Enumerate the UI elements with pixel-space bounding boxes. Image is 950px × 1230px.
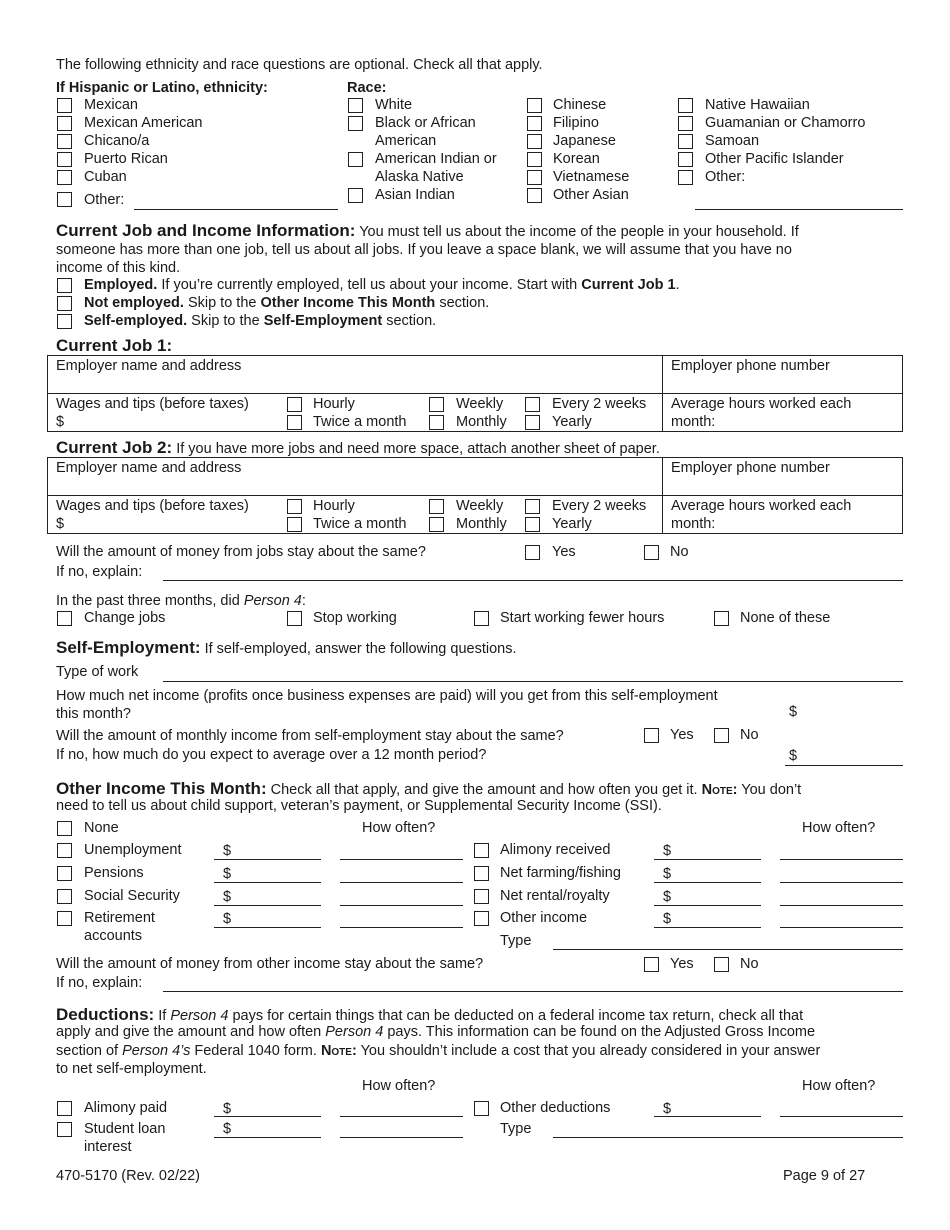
student-loan-checkbox[interactable]: [57, 1122, 72, 1137]
job2-avg-label: Average hours worked each: [671, 498, 852, 514]
stop-working-label: Stop working: [313, 610, 397, 626]
jobs-same-no-checkbox[interactable]: [644, 545, 659, 560]
past-three-person: Person 4: [243, 593, 302, 609]
not-employed-option: [84, 295, 489, 313]
net-rental-dollar: $: [663, 889, 672, 905]
japanese-checkbox[interactable]: [527, 134, 542, 149]
job1-weekly-label: Weekly: [456, 396, 504, 412]
social-security-how-often-field[interactable]: [340, 905, 463, 906]
other-deductions-amount-field[interactable]: [654, 1116, 761, 1117]
job2-col-divider: [662, 457, 663, 534]
job1-monthly-checkbox[interactable]: [429, 415, 444, 430]
job1-weekly-checkbox[interactable]: [429, 397, 444, 412]
other-deductions-dollar: $: [663, 1101, 672, 1117]
deductions-t2b: pays. This information can be found on the Adjusted Gross Income: [387, 1024, 816, 1040]
alimony-paid-checkbox[interactable]: [57, 1101, 72, 1116]
net-farming-amount-field[interactable]: [654, 882, 761, 883]
self-same-question: Will the amount of monthly income from self-employment stay about the same?: [56, 728, 564, 744]
self-average-question: If no, how much do you expect to average over a 12 month period?: [56, 747, 487, 763]
net-farming-how-often-field[interactable]: [780, 882, 903, 883]
other-explain-field[interactable]: [163, 991, 903, 992]
job1-twice-label: Twice a month: [313, 414, 407, 430]
net-farming-checkbox[interactable]: [474, 866, 489, 881]
samoan-label: Samoan: [705, 133, 760, 149]
deductions-how-often-left: How often?: [362, 1078, 436, 1094]
past-three-colon: :: [301, 593, 306, 609]
job2-hourly-label: Hourly: [313, 498, 355, 514]
jobs-same-yes-checkbox[interactable]: [525, 545, 540, 560]
net-income-dollar: $: [789, 704, 798, 720]
job2-every2-checkbox[interactable]: [525, 499, 540, 514]
job-info-text3: income of this kind.: [56, 260, 181, 276]
none-of-these-label: None of these: [740, 610, 831, 626]
asian-indian-checkbox[interactable]: [348, 188, 363, 203]
job1-col-divider: [662, 355, 663, 432]
mexican-checkbox[interactable]: [57, 98, 72, 113]
other-income-text1: Check all that apply, and give the amount and how often you get it.: [270, 782, 698, 798]
change-jobs-label: Change jobs: [84, 610, 166, 626]
other-same-question: Will the amount of money from other income stay about the same?: [56, 956, 484, 972]
student-loan-label-line2: interest: [84, 1139, 132, 1155]
alimony-received-dollar: $: [663, 843, 672, 859]
job1-hourly-checkbox[interactable]: [287, 397, 302, 412]
employed-option: Employed. If you’re currently employed, tell us about your income. Start with Current Job 1.: [84, 277, 680, 293]
pensions-how-often-field[interactable]: [340, 882, 463, 883]
deductions-t2a: apply and give the amount and how often: [56, 1024, 322, 1040]
self-employed-option: [84, 313, 436, 331]
employed-text: If you’re currently employed, tell us about your income. Start with: [161, 277, 578, 293]
not-employed-bold2: Other Income This Month: [260, 295, 436, 311]
job1-every2-checkbox[interactable]: [525, 397, 540, 412]
other-asian-checkbox[interactable]: [527, 188, 542, 203]
korean-checkbox[interactable]: [527, 152, 542, 167]
job-info-title: Current Job and Income Information:: [56, 221, 356, 240]
black-checkbox[interactable]: [348, 116, 363, 131]
other-income-type-field[interactable]: [553, 949, 903, 950]
deductions-line4: to net self-employment.: [56, 1061, 207, 1077]
job1-yearly-label: Yearly: [552, 414, 592, 430]
deductions-line1: [56, 1005, 803, 1026]
job-info-text1: You must tell us about the income of the people in your household. If: [359, 224, 799, 240]
job-info-text2: someone has more than one job, tell us about all jobs. If you leave a space blank, we will assume that you have no: [56, 242, 792, 258]
vietnamese-label: Vietnamese: [553, 169, 630, 185]
alimony-received-label: Alimony received: [500, 842, 611, 858]
native-hawaiian-label: Native Hawaiian: [705, 97, 810, 113]
ethnicity-other-checkbox[interactable]: [57, 192, 72, 207]
job1-hourly-label: Hourly: [313, 396, 355, 412]
other-income-checkbox[interactable]: [474, 911, 489, 926]
self-employed-bold2: Self-Employment: [263, 313, 383, 329]
other-deductions-type-field[interactable]: [553, 1137, 903, 1138]
deductions-line2: [56, 1024, 815, 1042]
job2-dollar: $: [56, 516, 65, 532]
how-often-left-header: How often?: [362, 820, 436, 836]
job2-weekly-label: Weekly: [456, 498, 504, 514]
job2-wages-label: Wages and tips (before taxes): [56, 498, 249, 514]
none-of-these-checkbox[interactable]: [714, 611, 729, 626]
ethnicity-other-label: Other:: [84, 192, 125, 208]
other-same-no-label: No: [740, 956, 759, 972]
other-pacific-checkbox[interactable]: [678, 152, 693, 167]
jobs-explain-label: If no, explain:: [56, 564, 143, 580]
self-employed-text: Skip to the: [191, 313, 260, 329]
other-income-heading: [56, 779, 801, 800]
net-rental-label: Net rental/royalty: [500, 888, 610, 904]
alimony-paid-amount-field[interactable]: [214, 1116, 321, 1117]
deductions-t1b: pays for certain things that can be deducted on a federal income tax return, check all that: [232, 1008, 804, 1024]
alimony-received-how-often-field[interactable]: [780, 859, 903, 860]
mexican-american-label: Mexican American: [84, 115, 203, 131]
unemployment-amount-field[interactable]: [214, 859, 321, 860]
white-label: White: [375, 97, 413, 113]
chinese-checkbox[interactable]: [527, 98, 542, 113]
employed-bold: Employed.: [84, 277, 158, 293]
alimony-paid-how-often-field[interactable]: [340, 1116, 463, 1117]
job2-twice-label: Twice a month: [313, 516, 407, 532]
job1-avg-label2: month:: [671, 414, 716, 430]
student-loan-amount-field[interactable]: [214, 1137, 321, 1138]
other-asian-label: Other Asian: [553, 187, 629, 203]
net-rental-how-often-field[interactable]: [780, 905, 903, 906]
chinese-label: Chinese: [553, 97, 607, 113]
american-indian-checkbox[interactable]: [348, 152, 363, 167]
other-deductions-type-label: Type: [500, 1121, 532, 1137]
student-loan-how-often-field[interactable]: [340, 1137, 463, 1138]
jobs-same-no-label: No: [670, 544, 689, 560]
white-checkbox[interactable]: [348, 98, 363, 113]
job2-every2-label: Every 2 weeks: [552, 498, 647, 514]
self-employed-bold: Self-employed.: [84, 313, 188, 329]
other-income-amount-field[interactable]: [654, 927, 761, 928]
self-employment-subtitle: If self-employed, answer the following questions.: [204, 641, 517, 657]
ethnicity-header: If Hispanic or Latino, ethnicity:: [56, 80, 268, 96]
job2-monthly-checkbox[interactable]: [429, 517, 444, 532]
job1-twice-checkbox[interactable]: [287, 415, 302, 430]
jobs-explain-field[interactable]: [163, 580, 903, 581]
other-income-title: Other Income This Month:: [56, 779, 267, 798]
net-farming-label: Net farming/fishing: [500, 865, 621, 881]
other-deductions-how-often-field[interactable]: [780, 1116, 903, 1117]
black-label: Black or African: [375, 115, 476, 131]
asian-indian-label: Asian Indian: [375, 187, 455, 203]
korean-label: Korean: [553, 151, 600, 167]
social-security-dollar: $: [223, 889, 232, 905]
deductions-t3a: section of: [56, 1043, 119, 1059]
fewer-hours-checkbox[interactable]: [474, 611, 489, 626]
ethnicity-intro: The following ethnicity and race questions are optional. Check all that apply.: [56, 57, 543, 73]
job2-yearly-label: Yearly: [552, 516, 592, 532]
other-income-label: Other income: [500, 910, 588, 926]
deductions-t1a: If: [158, 1008, 167, 1024]
how-often-right-header: How often?: [802, 820, 876, 836]
job1-dollar: $: [56, 414, 65, 430]
race-header: Race:: [347, 80, 387, 96]
job2-avg-label2: month:: [671, 516, 716, 532]
job2-yearly-checkbox[interactable]: [525, 517, 540, 532]
mexican-american-checkbox[interactable]: [57, 116, 72, 131]
alimony-received-checkbox[interactable]: [474, 843, 489, 858]
retirement-label-line2: accounts: [84, 928, 143, 944]
not-employed-checkbox[interactable]: [57, 296, 72, 311]
deductions-note: Note:: [320, 1043, 357, 1059]
self-same-no-checkbox[interactable]: [714, 728, 729, 743]
student-loan-label: Student loan: [84, 1121, 166, 1137]
job2-monthly-label: Monthly: [456, 516, 507, 532]
chicano-checkbox[interactable]: [57, 134, 72, 149]
past-three-question: [56, 593, 306, 611]
not-employed-text2: section.: [439, 295, 490, 311]
job1-avg-label: Average hours worked each: [671, 396, 852, 412]
deductions-t3c: You shouldn’t include a cost that you already considered in your answer: [360, 1043, 821, 1059]
other-explain-label: If no, explain:: [56, 975, 143, 991]
self-employed-checkbox[interactable]: [57, 314, 72, 329]
other-pacific-label: Other Pacific Islander: [705, 151, 844, 167]
japanese-label: Japanese: [553, 133, 616, 149]
american-indian-label: American Indian or: [375, 151, 497, 167]
job1-phone-label: Employer phone number: [671, 358, 830, 374]
job2-phone-label: Employer phone number: [671, 460, 830, 476]
other-deductions-checkbox[interactable]: [474, 1101, 489, 1116]
self-employment-title: Self-Employment:: [56, 638, 201, 657]
black-label-line2: American: [375, 133, 437, 149]
self-employed-text2: section.: [386, 313, 437, 329]
pensions-amount-field[interactable]: [214, 882, 321, 883]
unemployment-label: Unemployment: [84, 842, 182, 858]
self-average-dollar: $: [789, 748, 798, 764]
retirement-dollar: $: [223, 911, 232, 927]
self-same-yes-label: Yes: [670, 727, 694, 743]
job2-row-divider: [47, 495, 903, 496]
deductions-person-2: Person 4: [325, 1024, 384, 1040]
job1-title: Current Job 1:: [56, 336, 173, 355]
past-three-text: In the past three months, did: [56, 593, 240, 609]
social-security-label: Social Security: [84, 888, 180, 904]
job2-subtitle: If you have more jobs and need more space, attach another sheet of paper.: [176, 441, 660, 457]
other-income-text3: need to tell us about child support, veteran’s payment, or Supplemental Security Income (SSI).: [56, 798, 662, 814]
other-same-yes-checkbox[interactable]: [644, 957, 659, 972]
social-security-amount-field[interactable]: [214, 905, 321, 906]
pensions-label: Pensions: [84, 865, 144, 881]
vietnamese-checkbox[interactable]: [527, 170, 542, 185]
stop-working-checkbox[interactable]: [287, 611, 302, 626]
job1-every2-label: Every 2 weeks: [552, 396, 647, 412]
samoan-checkbox[interactable]: [678, 134, 693, 149]
not-employed-bold: Not employed.: [84, 295, 184, 311]
job1-row-divider: [47, 393, 903, 394]
none-income-label: None: [84, 820, 119, 836]
race-other-label: Other:: [705, 169, 746, 185]
chicano-label: Chicano/a: [84, 133, 150, 149]
job1-yearly-checkbox[interactable]: [525, 415, 540, 430]
unemployment-checkbox[interactable]: [57, 843, 72, 858]
page-number: Page 9 of 27: [783, 1168, 866, 1184]
other-deductions-label: Other deductions: [500, 1100, 611, 1116]
net-rental-amount-field[interactable]: [654, 905, 761, 906]
job2-title: Current Job 2:: [56, 438, 173, 457]
other-income-how-often-field[interactable]: [780, 927, 903, 928]
unemployment-dollar: $: [223, 843, 232, 859]
job2-twice-checkbox[interactable]: [287, 517, 302, 532]
retirement-amount-field[interactable]: [214, 927, 321, 928]
net-income-question-line2: this month?: [56, 706, 131, 722]
self-employment-heading: [56, 638, 516, 659]
change-jobs-checkbox[interactable]: [57, 611, 72, 626]
alimony-received-amount-field[interactable]: [654, 859, 761, 860]
not-employed-text: Skip to the: [187, 295, 257, 311]
job2-heading: [56, 438, 660, 459]
employed-checkbox[interactable]: [57, 278, 72, 293]
job1-employer-label: Employer name and address: [56, 358, 242, 374]
alimony-paid-label: Alimony paid: [84, 1100, 168, 1116]
deductions-title: Deductions:: [56, 1005, 155, 1024]
pensions-checkbox[interactable]: [57, 866, 72, 881]
alimony-paid-dollar: $: [223, 1101, 232, 1117]
retirement-how-often-field[interactable]: [340, 927, 463, 928]
student-loan-dollar: $: [223, 1121, 232, 1137]
net-income-question: How much net income (profits once business expenses are paid) will you get from this self-employment: [56, 688, 718, 704]
retirement-label: Retirement: [84, 910, 155, 926]
job2-employer-label: Employer name and address: [56, 460, 242, 476]
filipino-checkbox[interactable]: [527, 116, 542, 131]
deductions-t3b: Federal 1040 form.: [194, 1043, 317, 1059]
job1-wages-label: Wages and tips (before taxes): [56, 396, 249, 412]
other-income-type-label: Type: [500, 933, 532, 949]
jobs-same-yes-label: Yes: [552, 544, 576, 560]
other-income-note: Note:: [701, 782, 738, 798]
jobs-same-question: Will the amount of money from jobs stay about the same?: [56, 544, 426, 560]
native-hawaiian-checkbox[interactable]: [678, 98, 693, 113]
unemployment-how-often-field[interactable]: [340, 859, 463, 860]
retirement-checkbox[interactable]: [57, 911, 72, 926]
race-other-checkbox[interactable]: [678, 170, 693, 185]
other-income-text2: You don’t: [741, 782, 802, 798]
other-same-yes-label: Yes: [670, 956, 694, 972]
net-rental-checkbox[interactable]: [474, 889, 489, 904]
job2-hourly-checkbox[interactable]: [287, 499, 302, 514]
self-same-yes-checkbox[interactable]: [644, 728, 659, 743]
deductions-how-often-right: How often?: [802, 1078, 876, 1094]
type-of-work-label: Type of work: [56, 664, 139, 680]
type-of-work-field[interactable]: [163, 681, 903, 682]
ethnicity-other-field[interactable]: [134, 209, 338, 210]
job-info-line1: [56, 221, 799, 242]
deductions-person-3: Person 4’s: [122, 1043, 191, 1059]
american-indian-label-line2: Alaska Native: [375, 169, 464, 185]
social-security-checkbox[interactable]: [57, 889, 72, 904]
filipino-label: Filipino: [553, 115, 599, 131]
net-farming-dollar: $: [663, 866, 672, 882]
self-same-no-label: No: [740, 727, 759, 743]
none-income-checkbox[interactable]: [57, 821, 72, 836]
fewer-hours-label: Start working fewer hours: [500, 610, 665, 626]
other-income-dollar: $: [663, 911, 672, 927]
cuban-label: Cuban: [84, 169, 127, 185]
deductions-person-1: Person 4: [170, 1008, 229, 1024]
cuban-checkbox[interactable]: [57, 170, 72, 185]
other-same-no-checkbox[interactable]: [714, 957, 729, 972]
pensions-dollar: $: [223, 866, 232, 882]
guamanian-label: Guamanian or Chamorro: [705, 115, 866, 131]
form-number: 470-5170 (Rev. 02/22): [56, 1168, 201, 1184]
self-average-field[interactable]: [785, 765, 903, 766]
job1-monthly-label: Monthly: [456, 414, 507, 430]
deductions-line3: [56, 1043, 820, 1061]
guamanian-checkbox[interactable]: [678, 116, 693, 131]
mexican-label: Mexican: [84, 97, 138, 113]
job2-weekly-checkbox[interactable]: [429, 499, 444, 514]
puerto-rican-label: Puerto Rican: [84, 151, 168, 167]
puerto-rican-checkbox[interactable]: [57, 152, 72, 167]
employed-bold2: Current Job 1: [581, 277, 676, 293]
race-other-field[interactable]: [695, 209, 903, 210]
